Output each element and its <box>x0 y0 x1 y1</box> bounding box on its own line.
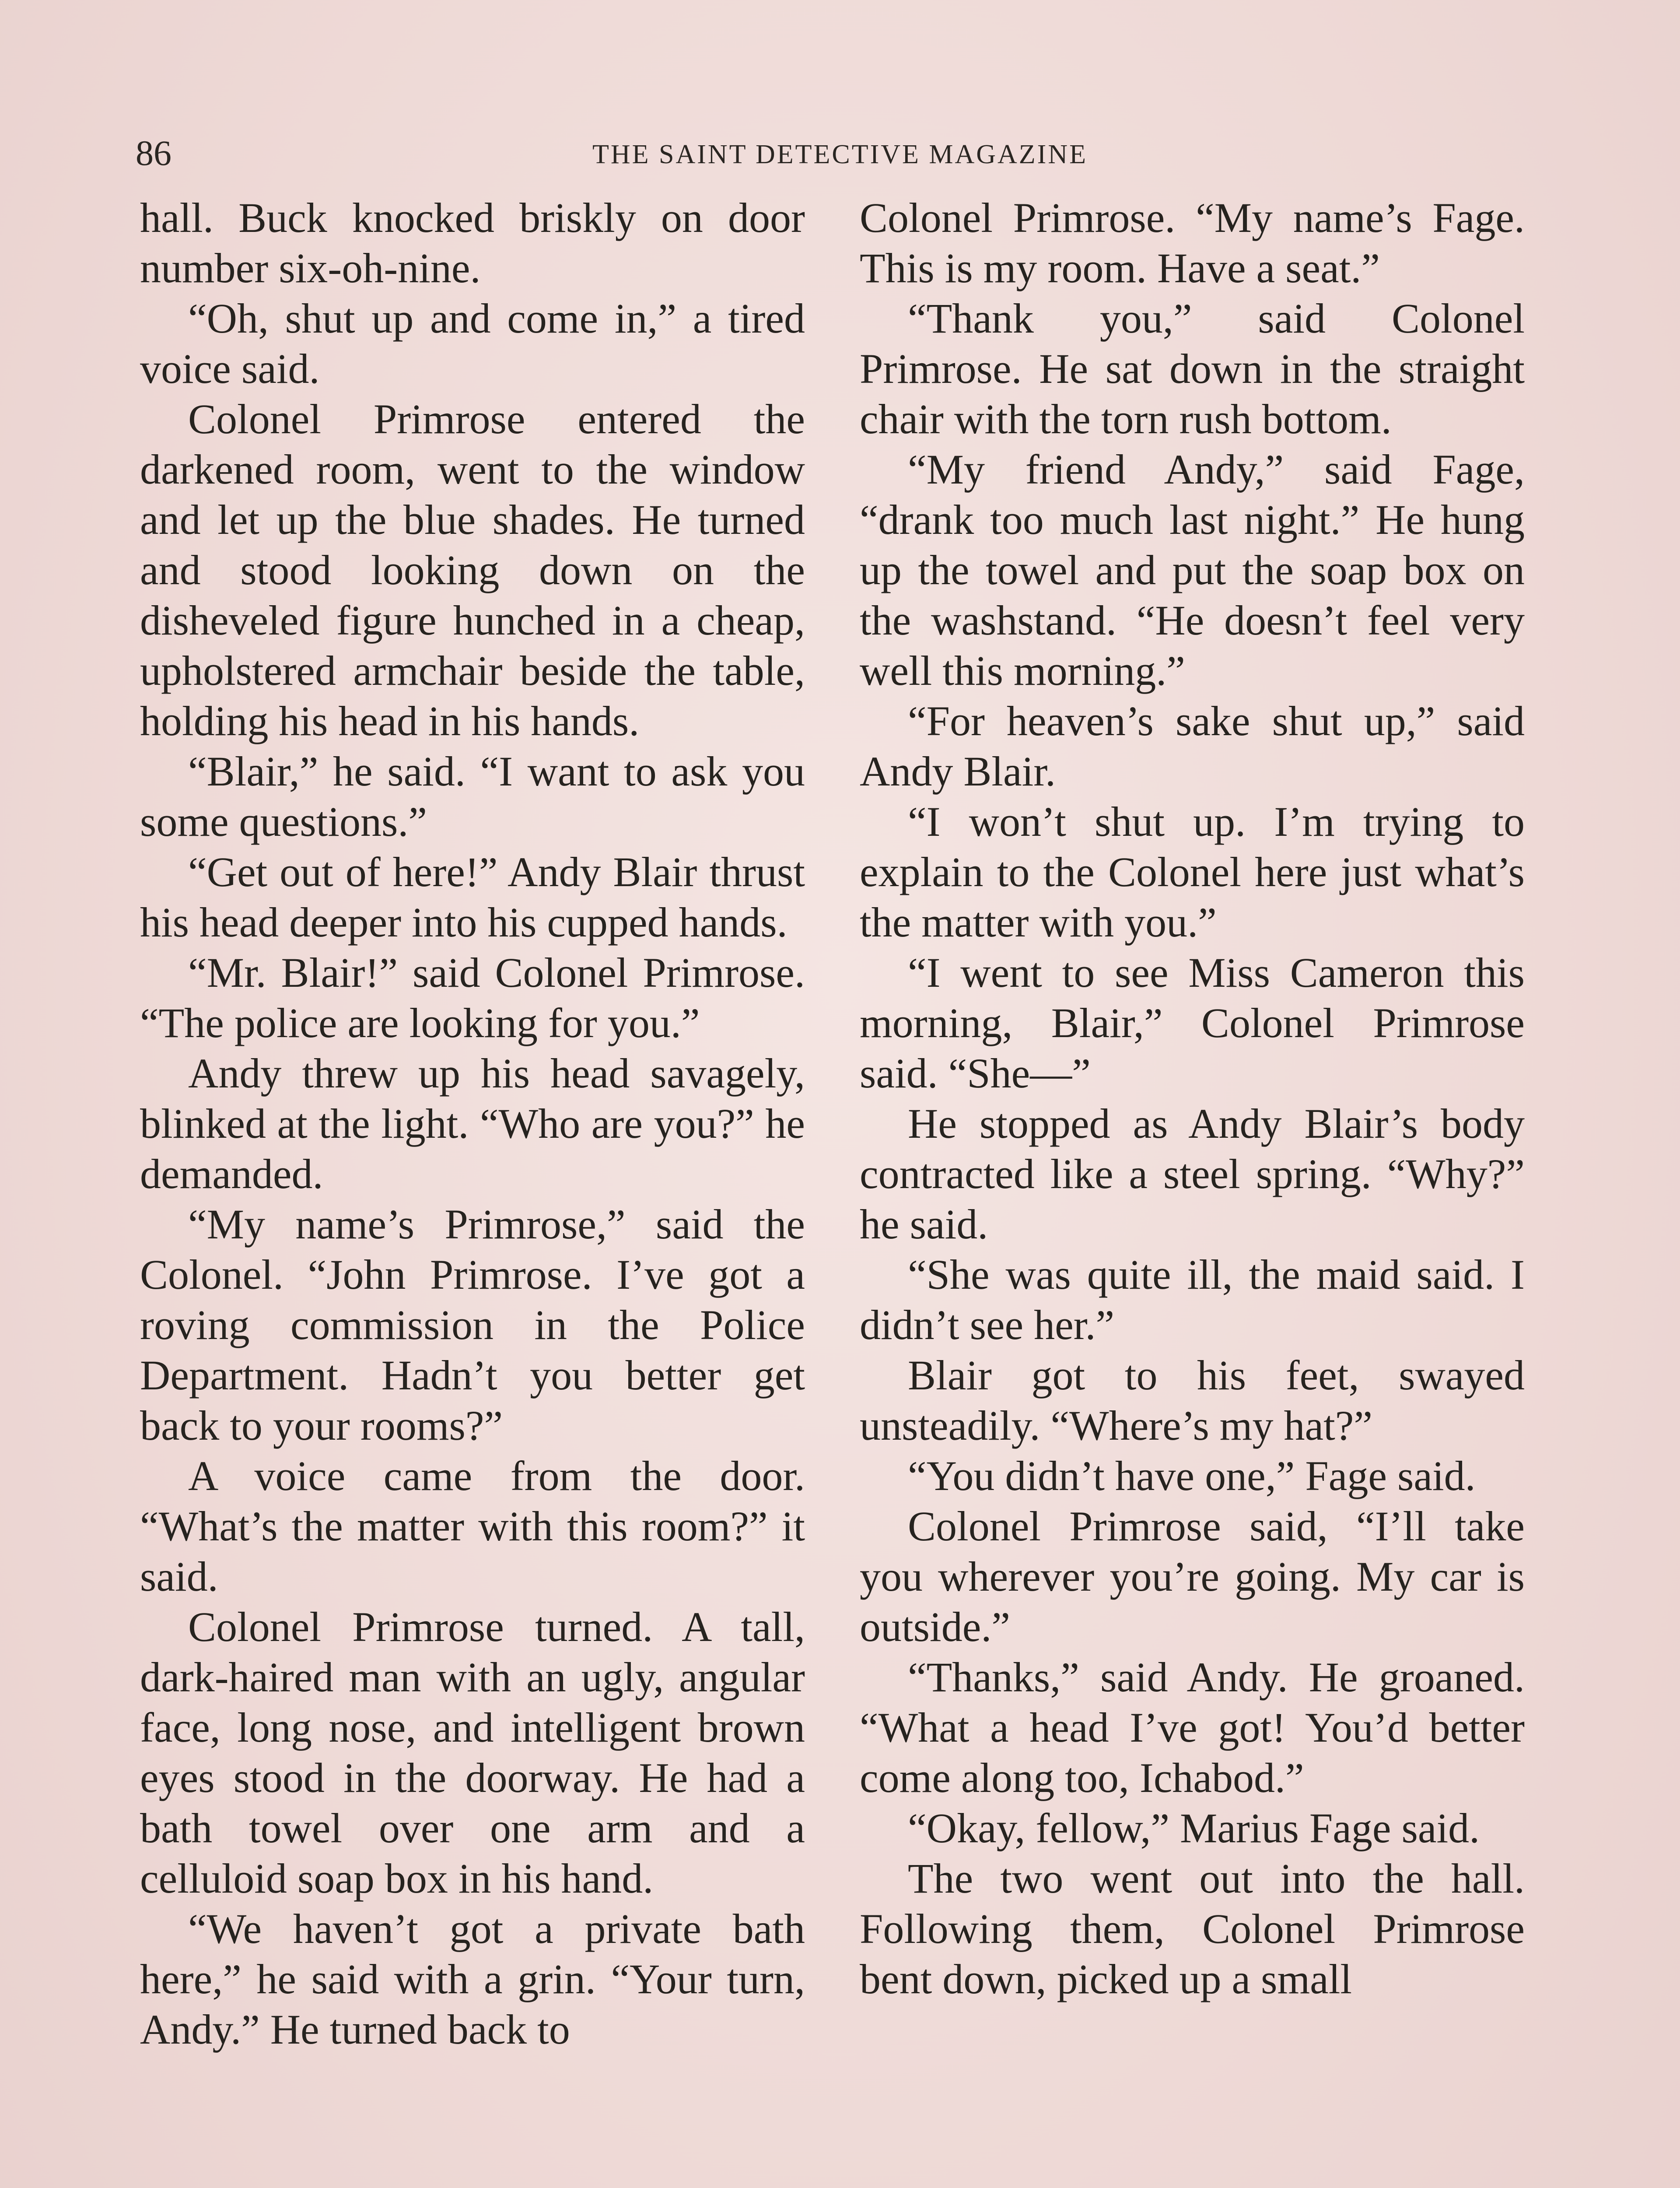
paragraph: “Blair,” he said. “I want to ask you some questions.” <box>140 748 805 845</box>
paragraph: Colonel Primrose. “My name’s Fage. This is my room. Have a seat.” <box>860 194 1525 291</box>
paragraph: “She was quite ill, the maid said. I didn’t see her.” <box>860 1251 1525 1348</box>
paragraph: Colonel Primrose turned. A tall, dark-haired man with an ugly, angular face, long nose, and intelligent brown eyes stood in the doorway. He had a bath towel over one arm and a celluloid soap box in his hand. <box>140 1603 805 1902</box>
running-head: THE SAINT DETECTIVE MAGAZINE <box>592 140 1088 169</box>
paragraph: Andy threw up his head savagely, blinked at the light. “Who are you?” he demanded. <box>140 1050 805 1197</box>
page-header <box>131 129 1549 177</box>
paragraph: “Get out of here!” Andy Blair thrust his head deeper into his cupped hands. <box>140 849 805 946</box>
paragraph: “You didn’t have one,” Fage said. <box>908 1452 1476 1499</box>
paragraph: Blair got to his feet, swayed unsteadily. “Where’s my hat?” <box>860 1352 1525 1449</box>
paragraph: “For heaven’s sake shut up,” said Andy Blair. <box>860 698 1525 795</box>
paragraph: “I went to see Miss Cameron this morning, Blair,” Colonel Primrose said. “She—” <box>860 949 1525 1097</box>
paragraph: hall. Buck knocked briskly on door number six-oh-nine. <box>140 194 805 291</box>
paragraph: He stopped as Andy Blair’s body contracted like a steel spring. “Why?” he said. <box>860 1100 1525 1248</box>
paragraph: “Thanks,” said Andy. He groaned. “What a head I’ve got! You’d better come along too, Ichabod.” <box>860 1654 1525 1801</box>
paragraph: A voice came from the door. “What’s the matter with this room?” it said. <box>140 1452 805 1600</box>
left-column <box>140 193 805 2055</box>
paragraph: “Okay, fellow,” Marius Fage said. <box>908 1805 1480 1851</box>
paragraph: “Oh, shut up and come in,” a tired voice said. <box>140 295 805 392</box>
paragraph: “Thank you,” said Colonel Primrose. He sat down in the straight chair with the torn rush bottom. <box>860 295 1525 442</box>
paragraph: Colonel Primrose said, “I’ll take you wherever you’re going. My car is outside.” <box>860 1503 1525 1650</box>
paragraph: “We haven’t got a private bath here,” he said with a grin. “Your turn, Andy.” He turned back to <box>140 1905 805 2053</box>
paragraph: “My name’s Primrose,” said the Colonel. “John Primrose. I’ve got a roving commission in the Police Department. Hadn’t you better get back to your rooms?” <box>140 1201 805 1449</box>
paragraph: “My friend Andy,” said Fage, “drank too much last night.” He hung up the towel and put the soap box on the washstand. “He doesn’t feel very well this morning.” <box>860 446 1525 694</box>
paragraph: “Mr. Blair!” said Colonel Primrose. “The police are looking for you.” <box>140 949 805 1046</box>
paragraph: “I won’t shut up. I’m trying to explain to the Colonel here just what’s the matter with you.” <box>860 798 1525 946</box>
paragraph: The two went out into the hall. Following them, Colonel Primrose bent down, picked up a small <box>860 1855 1525 2002</box>
paragraph: Colonel Primrose entered the darkened room, went to the window and let up the blue shades. He turned and stood looking down on the disheveled figure hunched in a cheap, upholstered armchair beside the table, holding his head in his hands. <box>140 396 805 744</box>
right-column <box>860 193 1525 2004</box>
page-number: 86 <box>136 133 172 173</box>
